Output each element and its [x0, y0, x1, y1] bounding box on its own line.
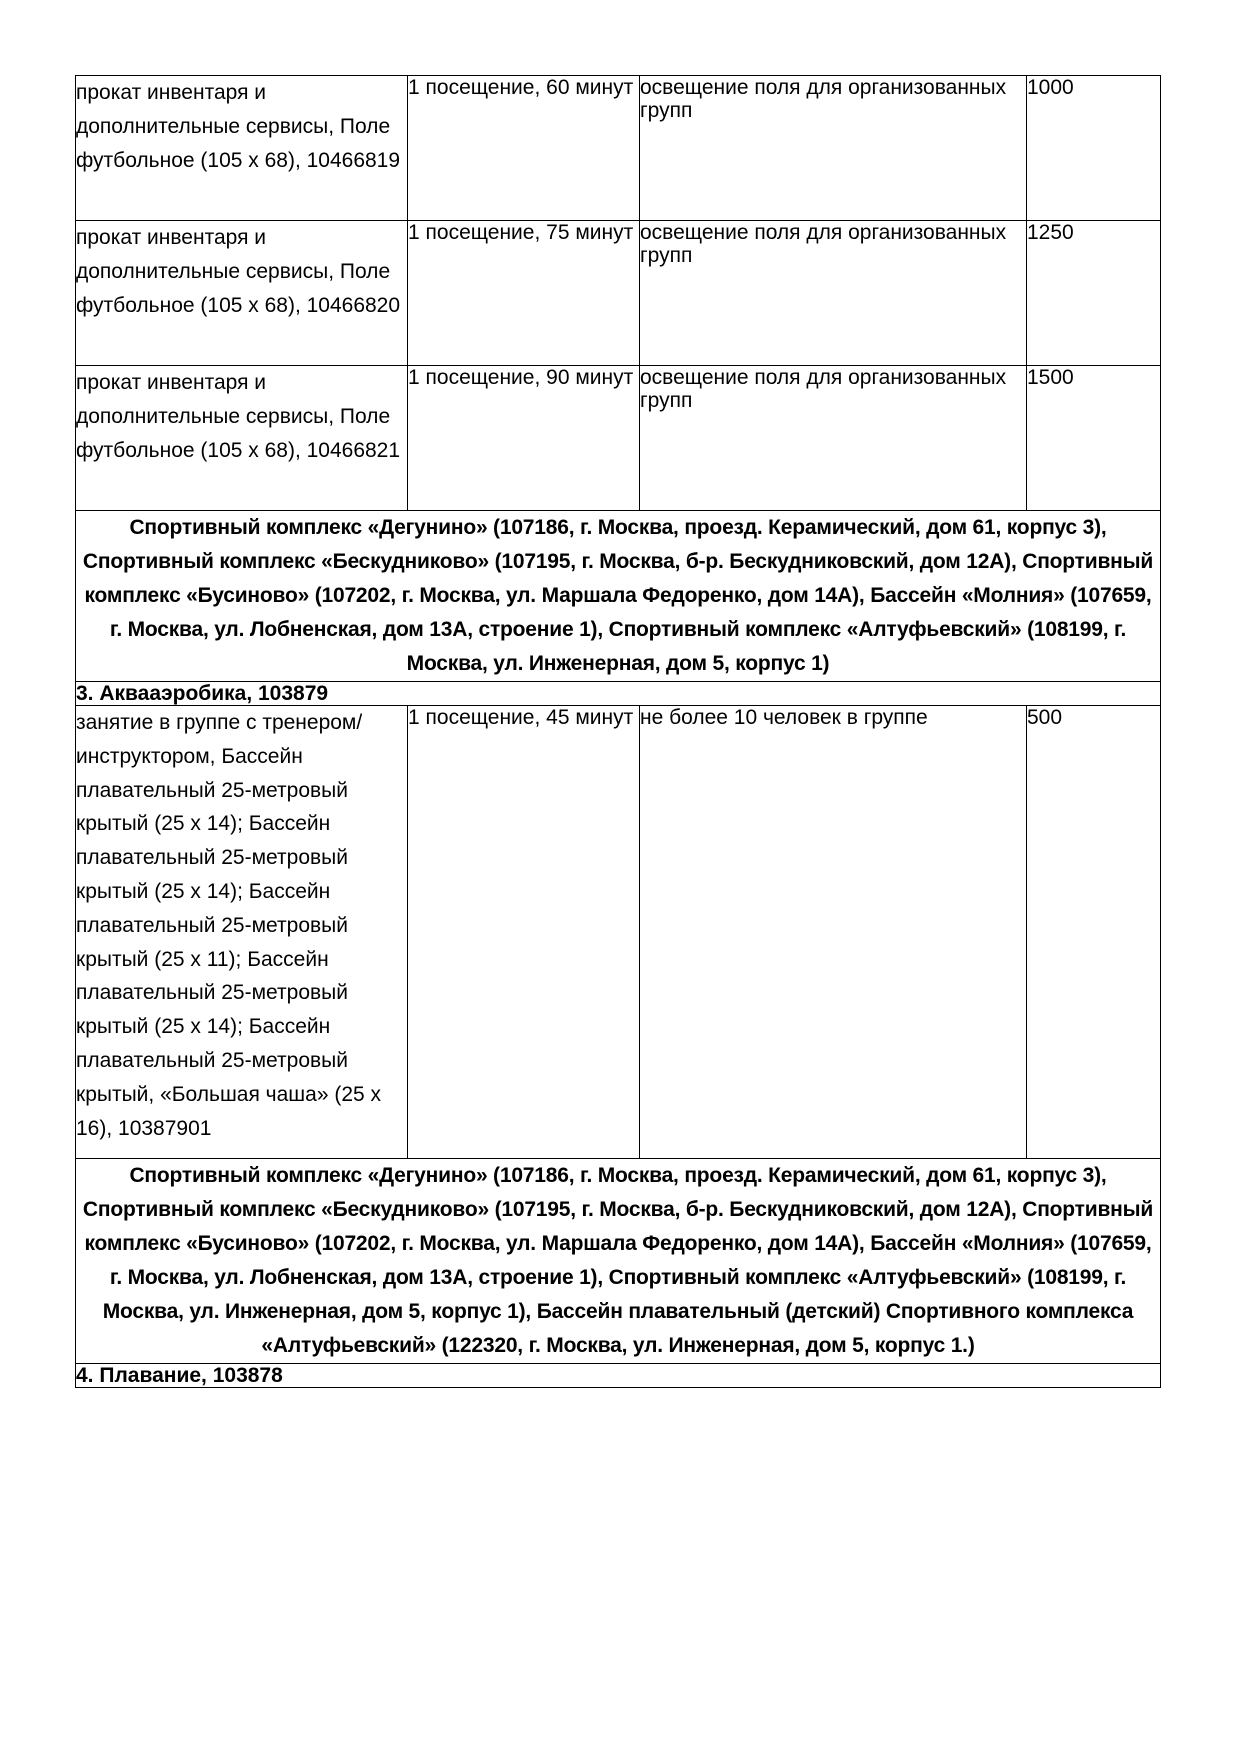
venues-row: [76, 511, 1161, 682]
table-row: [76, 366, 1161, 511]
service-cell: прокат инвентаря и дополнительные сервисы, Поле футбольное (105 х 68), 10466819: [76, 76, 408, 221]
duration-cell: 1 посещение, 75 минут: [408, 221, 640, 366]
condition-cell: освещение поля для организованных групп: [640, 76, 1027, 221]
price-cell: 500: [1027, 706, 1161, 1159]
duration-cell: 1 посещение, 45 минут: [408, 706, 640, 1159]
price-table: [75, 75, 1161, 1388]
price-cell: 1500: [1027, 366, 1161, 511]
price-cell: 1250: [1027, 221, 1161, 366]
condition-cell: не более 10 человек в группе: [640, 706, 1027, 1159]
table-row: [76, 76, 1161, 221]
service-cell: прокат инвентаря и дополнительные сервисы, Поле футбольное (105 х 68), 10466821: [76, 366, 408, 511]
service-cell: прокат инвентаря и дополнительные сервисы, Поле футбольное (105 х 68), 10466820: [76, 221, 408, 366]
duration-cell: 1 посещение, 60 минут: [408, 76, 640, 221]
venues-row: [76, 1159, 1161, 1364]
table-row: [76, 221, 1161, 366]
venues-list: Спортивный комплекс «Дегунино» (107186, г. Москва, проезд. Керамический, дом 61, корпус 3), Спортивный комплекс «Бескудниково» (107195, г. Москва, б-р. Бескудниковский, дом 12А), Спортивный комплекс «Бусиново» (107202, г. Москва, ул. Маршала Федоренко, дом 14А), Бассейн «Молния» (107659, г. Москва, ул. Лобненская, дом 13А, строение 1), Спортивный комплекс «Алтуфьевский» (108199, г. Москва, ул. Инженерная, дом 5, корпус 1): [76, 511, 1161, 682]
duration-cell: 1 посещение, 90 минут: [408, 366, 640, 511]
section-row: [76, 1364, 1161, 1388]
condition-cell: освещение поля для организованных групп: [640, 221, 1027, 366]
section-title-swimming: 4. Плавание, 103878: [76, 1364, 1161, 1388]
service-cell: занятие в группе с тренером/инструктором, Бассейн плавательный 25-метровый крытый (25 х 14); Бассейн плавательный 25-метровый крытый (25 х 14); Бассейн плавательный 25-метровый крытый (25 х 11); Бассейн плавательный 25-метровый крытый (25 х 14); Бассейн плавательный 25-метровый крытый, «Большая чаша» (25 х 16), 10387901: [76, 706, 408, 1159]
venues-list: Спортивный комплекс «Дегунино» (107186, г. Москва, проезд. Керамический, дом 61, корпус 3), Спортивный комплекс «Бескудниково» (107195, г. Москва, б-р. Бескудниковский, дом 12А), Спортивный комплекс «Бусиново» (107202, г. Москва, ул. Маршала Федоренко, дом 14А), Бассейн «Молния» (107659, г. Москва, ул. Лобненская, дом 13А, строение 1), Спортивный комплекс «Алтуфьевский» (108199, г. Москва, ул. Инженерная, дом 5, корпус 1), Бассейн плавательный (детский) Спортивного комплекса «Алтуфьевский» (122320, г. Москва, ул. Инженерная, дом 5, корпус 1.): [76, 1159, 1161, 1364]
table-row: [76, 706, 1161, 1159]
section-title-aquaaerobics: 3. Аквааэробика, 103879: [76, 682, 1161, 706]
condition-cell: освещение поля для организованных групп: [640, 366, 1027, 511]
price-cell: 1000: [1027, 76, 1161, 221]
section-row: [76, 682, 1161, 706]
